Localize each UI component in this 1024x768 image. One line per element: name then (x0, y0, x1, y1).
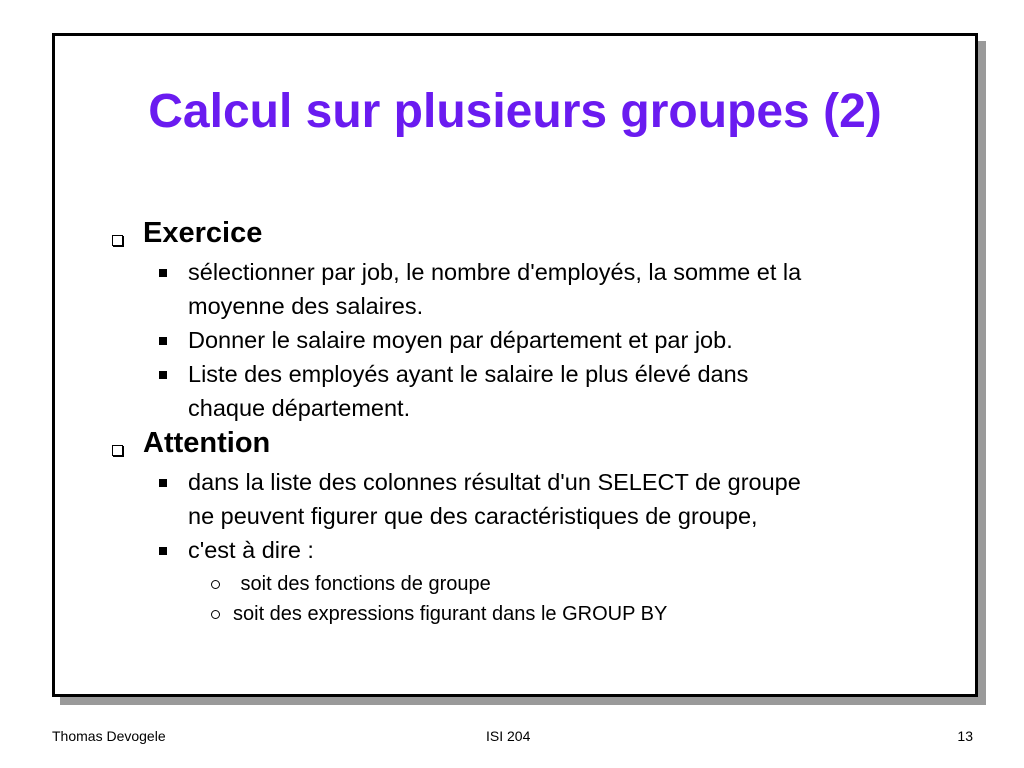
list-item-line: dans la liste des colonnes résultat d'un SELECT de groupe (188, 469, 801, 495)
list-item (188, 533, 314, 567)
checkbox-bullet-icon (112, 235, 123, 246)
list-item (188, 357, 748, 425)
footer-page-number: 13 (957, 728, 973, 744)
list-item-line: moyenne des salaires. (188, 293, 424, 319)
checkbox-bullet-icon (112, 445, 123, 456)
list-item-line: c'est à dire : (188, 537, 314, 563)
list-item (188, 465, 801, 533)
list-item-line: chaque département. (188, 395, 411, 421)
square-bullet-icon (159, 337, 167, 345)
section-heading-attention (143, 426, 270, 460)
list-item-line: sélectionner par job, le nombre d'employés, la somme et la (188, 259, 802, 285)
list-item-line: ne peuvent figurer que des caractéristiques de groupe, (188, 503, 758, 529)
square-bullet-icon (159, 479, 167, 487)
sub-list-item-label: soit des fonctions de groupe (235, 573, 491, 595)
square-bullet-icon (159, 269, 167, 277)
list-item (188, 255, 801, 323)
sub-list-item (235, 569, 491, 599)
slide-title: Calcul sur plusieurs groupes (2) (148, 85, 882, 138)
section-heading-label: Exercice (143, 217, 263, 249)
circle-bullet-icon (211, 580, 220, 589)
square-bullet-icon (159, 547, 167, 555)
sub-list-item (233, 599, 667, 629)
sub-list-item-label: soit des expressions figurant dans le GROUP BY (233, 603, 668, 625)
list-item (188, 323, 733, 357)
list-item-line: Donner le salaire moyen par département et par job. (188, 327, 733, 353)
slide-frame (52, 33, 978, 697)
square-bullet-icon (159, 371, 167, 379)
section-heading-label: Attention (143, 427, 271, 459)
circle-bullet-icon (211, 610, 220, 619)
footer-author: Thomas Devogele (52, 728, 166, 744)
list-item-line: Liste des employés ayant le salaire le plus élevé dans (188, 361, 749, 387)
section-heading-exercice (143, 216, 262, 250)
footer-course: ISI 204 (486, 728, 531, 744)
